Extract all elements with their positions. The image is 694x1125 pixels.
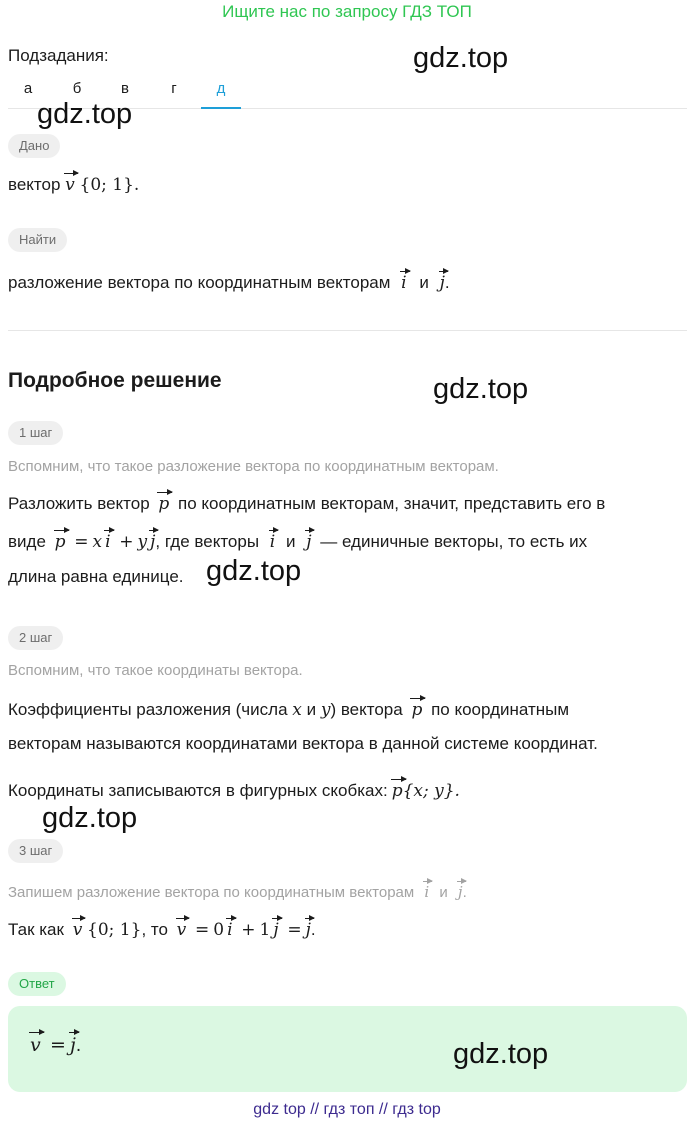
vector-j: j (273, 916, 278, 939)
var-y: y (320, 700, 331, 720)
step3-chip: 3 шаг (8, 839, 63, 863)
watermark: gdz.top (42, 802, 138, 834)
step2-line1 (8, 696, 569, 720)
vector-p: p (55, 528, 66, 551)
equals-sign: = (74, 532, 89, 552)
tab-a[interactable]: а (23, 80, 33, 97)
step1-l1-rest: по координатным векторам, значит, представить его в (178, 494, 606, 513)
step1-l1-text: Разложить вектор (8, 494, 150, 513)
vector-i: i (105, 528, 110, 551)
tab-v[interactable]: в (121, 80, 129, 97)
vector-j: j (440, 269, 445, 292)
answer-chip: Ответ (8, 972, 66, 996)
and-word: и (285, 532, 296, 551)
step3-coords: {0; 1} (87, 920, 142, 940)
coef-one: 1 (259, 920, 271, 940)
section-divider (8, 330, 687, 331)
search-hint-banner: Ищите нас по запросу ГДЗ ТОП (222, 2, 472, 21)
step3-l1-b: , то (141, 920, 168, 939)
var-x: x (292, 700, 302, 720)
vector-p: p (158, 490, 169, 513)
plus-sign: + (119, 532, 134, 552)
step1-chip: 1 шаг (8, 421, 63, 445)
vector-j: j (458, 879, 463, 900)
vector-j: j (70, 1030, 76, 1055)
given-prefix: вектор (8, 175, 61, 194)
and-word: и (306, 700, 317, 719)
period: . (462, 884, 467, 901)
vector-v: v (65, 171, 75, 194)
step1-hint: Вспомним, что такое разложение вектора по координатным векторам. (8, 458, 499, 475)
step1-line2 (8, 528, 587, 552)
given-line (8, 171, 139, 195)
subtasks-label: Подзадания: (8, 46, 109, 65)
equals-sign: = (195, 920, 210, 940)
step1-l2-a: виде (8, 532, 46, 551)
step2-hint: Вспомним, что такое координаты вектора. (8, 662, 303, 679)
and-word: и (419, 273, 429, 292)
coef-y: y (137, 532, 148, 552)
and-word: и (439, 884, 448, 901)
step2-coords: {x; y}. (402, 781, 460, 801)
step3-l1-a: Так как (8, 920, 64, 939)
tab-g[interactable]: г (171, 80, 177, 97)
step2-line3 (8, 777, 460, 801)
step2-l1-c: по координатным (431, 700, 570, 719)
answer-box (8, 1006, 687, 1092)
step3-hint (8, 879, 467, 901)
equals-sign: = (287, 920, 302, 940)
step1-l2-b: , где векторы (155, 532, 260, 551)
step2-l1-b: ) вектора (330, 700, 403, 719)
step3-line1 (8, 916, 316, 940)
vector-j: j (150, 528, 155, 551)
step2-line2: векторам называются координатами вектора в данной системе координат. (8, 734, 598, 753)
plus-sign: + (241, 920, 256, 940)
tab-d[interactable]: д (201, 80, 241, 109)
vector-i: i (270, 528, 275, 551)
answer-formula (30, 1030, 81, 1057)
find-chip: Найти (8, 228, 67, 252)
watermark: gdz.top (433, 373, 529, 405)
step3-hint-text: Запишем разложение вектора по координатным векторам (8, 884, 415, 901)
tab-b[interactable]: б (72, 80, 82, 97)
footer-links[interactable]: gdz top // гдз топ // гдз top (253, 1101, 441, 1118)
solution-title: Подробное решение (8, 369, 222, 392)
vector-v: v (30, 1030, 41, 1055)
vector-v: v (73, 916, 83, 939)
given-chip: Дано (8, 134, 60, 158)
period: . (444, 273, 450, 292)
find-line (8, 269, 450, 293)
step2-l1-a: Коэффициенты разложения (числа (8, 700, 288, 719)
period: . (310, 920, 316, 939)
vector-i: i (401, 269, 406, 292)
watermark: gdz.top (453, 1038, 549, 1070)
coef-x: x (92, 532, 103, 552)
given-coords: {0; 1}. (79, 175, 140, 195)
watermark: gdz.top (413, 42, 509, 74)
period: . (75, 1035, 82, 1056)
step1-l2-c: — единичные векторы, то есть их (320, 532, 588, 551)
vector-j: j (306, 916, 311, 939)
vector-p: p (411, 696, 422, 719)
step1-line1 (8, 490, 605, 514)
watermark: gdz.top (37, 98, 133, 130)
vector-p: p (392, 777, 403, 800)
step1-line3: длина равна единице. (8, 567, 184, 586)
equals-sign: = (50, 1034, 66, 1056)
vector-i: i (424, 879, 429, 900)
step2-chip: 2 шаг (8, 626, 63, 650)
vector-v: v (177, 916, 187, 939)
find-text: разложение вектора по координатным векторам (8, 273, 391, 292)
vector-j: j (306, 528, 311, 551)
vector-i: i (227, 916, 232, 939)
coef-zero: 0 (213, 920, 225, 940)
step2-l3-a: Координаты записываются в фигурных скобках: (8, 781, 388, 800)
watermark: gdz.top (206, 555, 302, 587)
